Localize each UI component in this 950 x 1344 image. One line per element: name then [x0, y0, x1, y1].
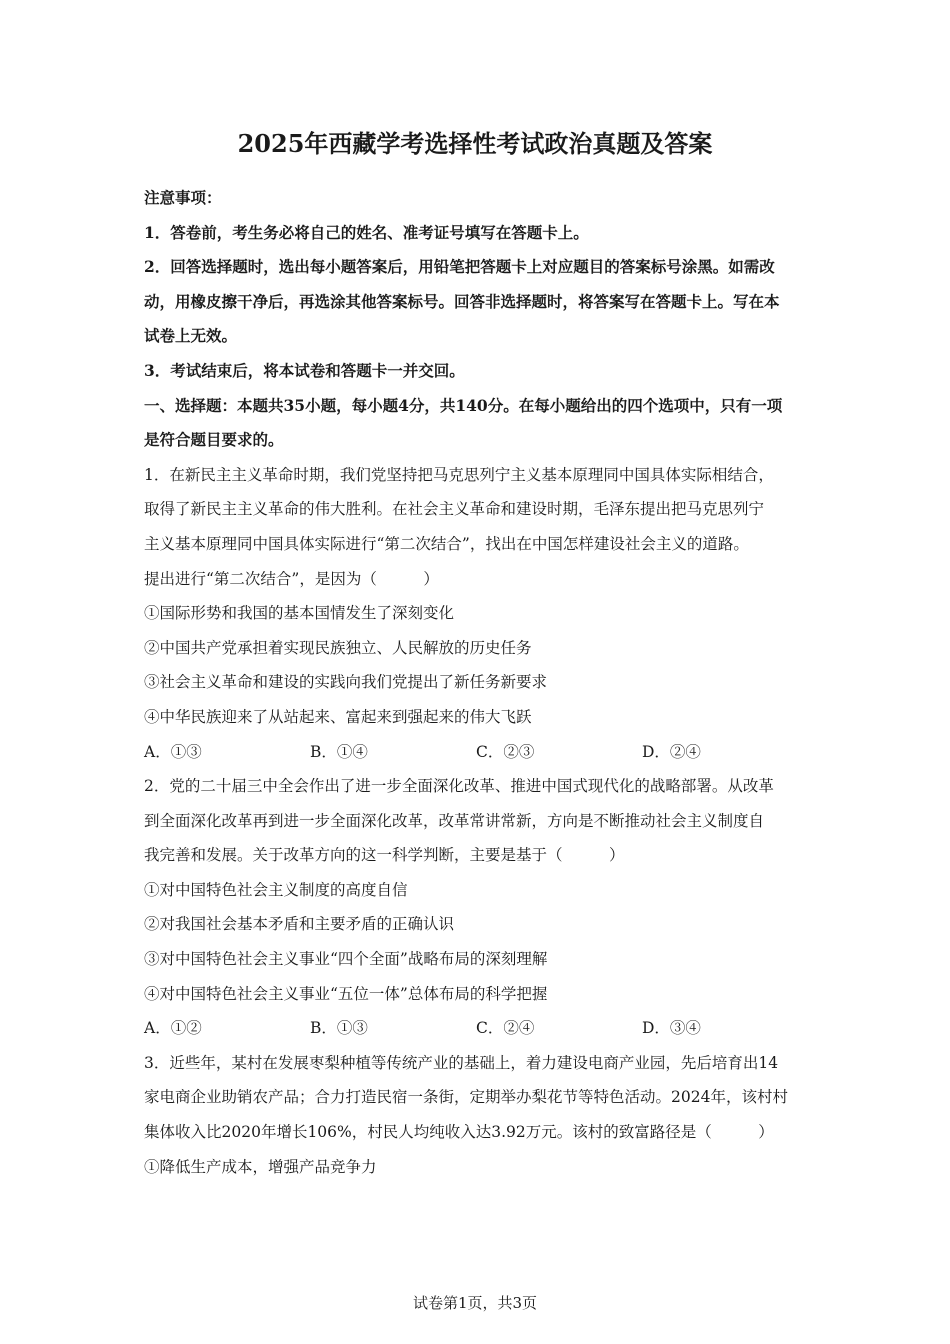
option-d: D．③④: [642, 1019, 701, 1038]
question-item: ③对中国特色社会主义事业“四个全面”战略布局的深刻理解: [144, 950, 548, 969]
question-item: ①对中国特色社会主义制度的高度自信: [144, 880, 408, 899]
question-item: ④对中国特色社会主义事业“五位一体”总体布局的科学把握: [144, 984, 548, 1003]
page-footer: 试卷第1页，共3页: [412, 1294, 538, 1312]
question-stem-line: 我完善和发展。关于改革方向的这一科学判断，主要是基于（ ）: [144, 846, 625, 865]
question-3: [144, 1046, 812, 1184]
question-item: ④中华民族迎来了从站起来、富起来到强起来的伟大飞跃: [144, 707, 532, 726]
option-a: A．①②: [144, 1019, 202, 1038]
option-d: D．②④: [642, 742, 701, 761]
notice-line: 1．答卷前，考生务必将自己的姓名、准考证号填写在答题卡上。: [144, 222, 589, 242]
question-stem-line: 3．近些年，某村在发展枣梨种植等传统产业的基础上，着力建设电商产业园，先后培育出14: [144, 1053, 779, 1072]
question-item: ①国际形势和我国的基本国情发生了深刻变化: [144, 604, 455, 623]
question-stem-line: 取得了新民主主义革命的伟大胜利。在社会主义革命和建设时期，毛泽东提出把马克思列宁: [144, 500, 765, 519]
notice-line: 2．回答选择题时，选出每小题答案后，用铅笔把答题卡上对应题目的答案标号涂黑。如需改: [144, 257, 775, 277]
option-c: C．②③: [476, 742, 535, 761]
question-stem-line: 1．在新民主主义革命时期，我们党坚持把马克思列宁主义基本原理同中国具体实际相结合，: [144, 465, 774, 484]
answer-options: [144, 1011, 812, 1046]
notice-heading: 注意事项：: [144, 188, 222, 207]
notice-line: 试卷上无效。: [144, 326, 238, 346]
question-item: ②中国共产党承担着实现民族独立、人民解放的历史任务: [144, 638, 532, 657]
question-stem-line: 集体收入比2020年增长106%，村民人均纯收入达3.92万元。该村的致富路径是（ ）: [144, 1123, 774, 1142]
notice-line: 3．考试结束后，将本试卷和答题卡一并交回。: [144, 360, 465, 380]
exam-content: [144, 181, 812, 1184]
question-stem-line: 家电商企业助销农产品；合力打造民宿一条街，定期举办梨花节等特色活动。2024年，该村村: [144, 1088, 788, 1107]
option-c: C．②④: [476, 1019, 535, 1038]
option-b: B．①④: [310, 742, 368, 761]
section-heading: 一、选择题：本题共35小题，每小题4分，共140分。在每小题给出的四个选项中，只有一项: [144, 395, 783, 415]
question-item: ②对我国社会基本矛盾和主要矛盾的正确认识: [144, 915, 455, 934]
page-title: 2025年西藏学考选择性考试政治真题及答案: [237, 129, 713, 158]
section-heading: 是符合题目要求的。: [144, 430, 284, 450]
option-a: A．①③: [144, 742, 202, 761]
question-stem-line: 到全面深化改革再到进一步全面深化改革，改革常讲常新，方向是不断推动社会主义制度自: [144, 811, 765, 830]
question-1: [144, 458, 812, 769]
answer-options: [144, 735, 812, 770]
question-stem-line: 主义基本原理同中国具体实际进行“第二次结合”，找出在中国怎样建设社会主义的道路。: [144, 534, 749, 553]
option-b: B．①③: [310, 1019, 368, 1038]
question-item: ③社会主义革命和建设的实践向我们党提出了新任务新要求: [144, 673, 548, 692]
question-stem-line: 2．党的二十届三中全会作出了进一步全面深化改革、推进中国式现代化的战略部署。从改革: [144, 777, 774, 796]
question-item: ①降低生产成本，增强产品竞争力: [144, 1157, 377, 1176]
question-stem-line: 提出进行“第二次结合”，是因为（ ）: [144, 569, 439, 588]
notice-line: 动，用橡皮擦干净后，再选涂其他答案标号。回答非选择题时，将答案写在答题卡上。写在本: [144, 291, 780, 311]
question-2: [144, 769, 812, 1046]
